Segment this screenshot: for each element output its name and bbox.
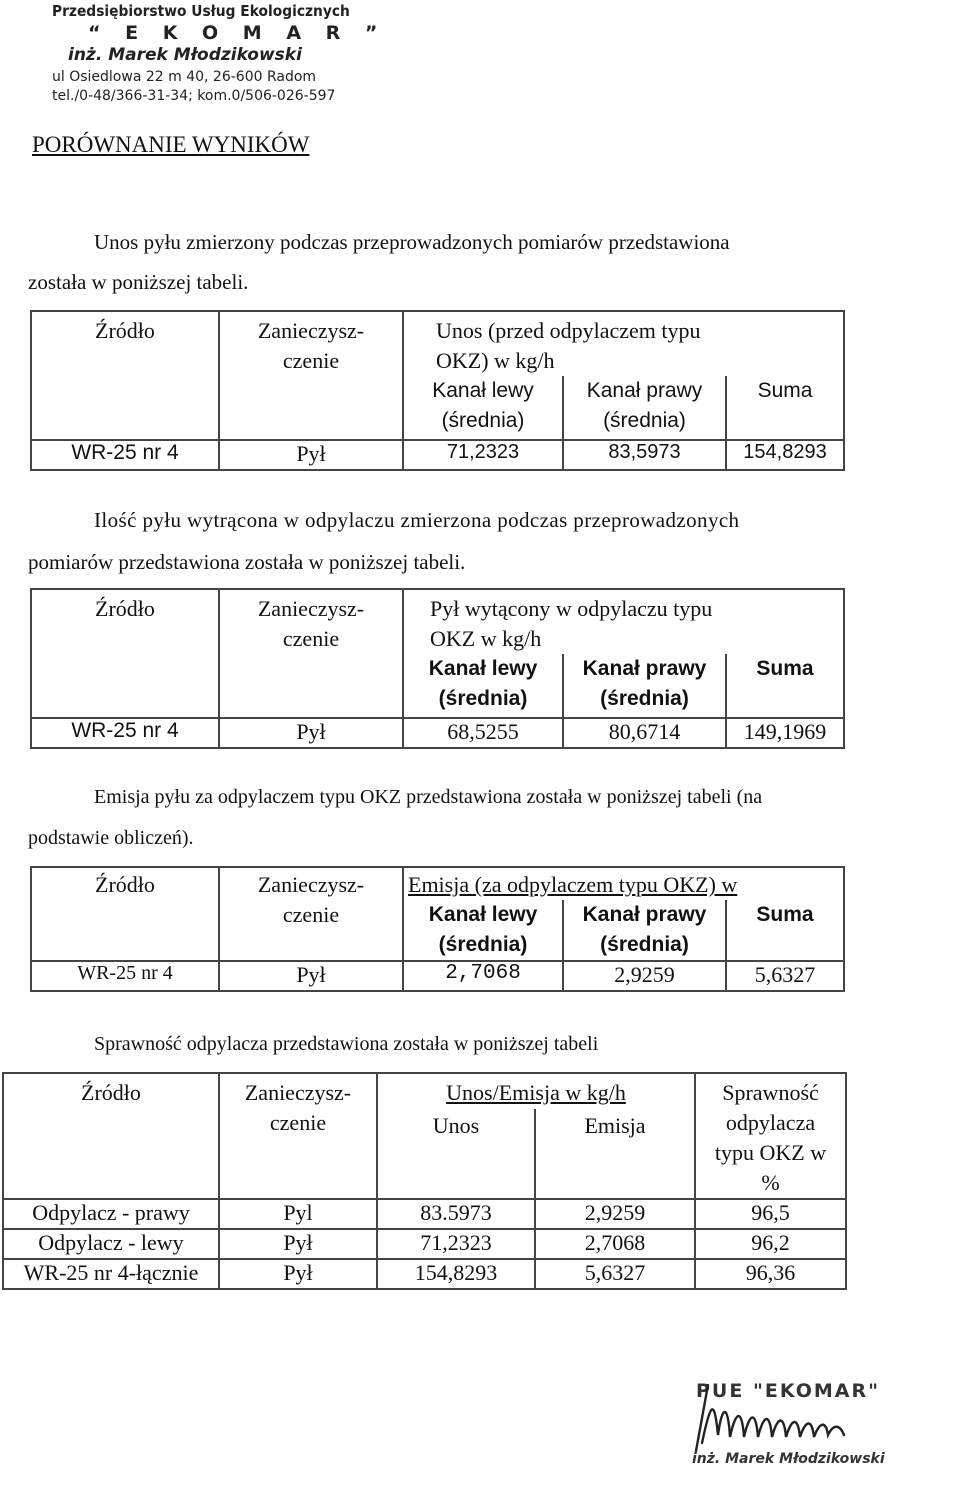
row-pollutant: Pył — [219, 440, 403, 470]
header-source: Źródło — [3, 1073, 219, 1199]
stamp-line-company: Przedsiębiorstwo Usług Ekologicznych — [52, 2, 350, 20]
row-source: Odpylacz - prawy — [3, 1199, 219, 1229]
row-left: 71,2323 — [403, 440, 563, 470]
header-sum: Suma — [726, 376, 844, 440]
row-emisja: 2,7068 — [535, 1229, 695, 1259]
row-efficiency: 96,36 — [695, 1259, 846, 1289]
row-pollutant: Pył — [219, 718, 403, 748]
header-emisja: Emisja — [535, 1109, 695, 1199]
row-left: 68,5255 — [403, 718, 563, 748]
row-unos: 83.5973 — [377, 1199, 535, 1229]
header-source: Źródło — [31, 311, 219, 440]
header-group: Unos/Emisja w kg/h — [377, 1073, 695, 1109]
row-pollutant: Pyl — [219, 1199, 377, 1229]
row-efficiency: 96,5 — [695, 1199, 846, 1229]
row-source: WR-25 nr 4 — [31, 961, 219, 991]
header-right-channel: Kanał prawy (średnia) — [563, 376, 726, 440]
header-left-channel: Kanał lewy (średnia) — [403, 376, 563, 440]
section3-intro-line1: Emisja pyłu za odpylaczem typu OKZ przedstawiona została w poniższej tabeli (na — [94, 786, 763, 808]
row-right: 80,6714 — [563, 718, 726, 748]
section3-intro-line2: podstawie obliczeń). — [28, 827, 194, 849]
header-right-channel: Kanał prawy (średnia) — [563, 654, 726, 718]
header-sum: Suma — [726, 654, 844, 718]
section4-intro-line1: Sprawność odpylacza przedstawiona została w poniższej tabeli — [94, 1033, 599, 1055]
signature-scrawl — [702, 1409, 844, 1443]
stamp-line-owner: inż. Marek Młodzikowski — [68, 45, 302, 65]
section2-intro-line1: Ilość pyłu wytrącona w odpylaczu zmierzona podczas przeprowadzonych — [94, 508, 740, 532]
header-sum: Suma — [726, 900, 844, 961]
signature-stamp-text: PUE "EKOMAR" — [696, 1380, 880, 1402]
row-emisja: 5,6327 — [535, 1259, 695, 1289]
header-pollutant: Zanieczysz-czenie — [219, 867, 403, 961]
row-left: 2,7068 — [403, 961, 563, 991]
header-group: Emisja (za odpylaczem typu OKZ) w — [403, 867, 844, 900]
row-pollutant: Pył — [219, 961, 403, 991]
header-group: Pył wytącony w odpylaczu typu OKZ w kg/h — [403, 589, 844, 654]
header-efficiency: Sprawność odpylacza typu OKZ w % — [695, 1073, 846, 1199]
row-source: WR-25 nr 4 — [31, 718, 219, 748]
row-pollutant: Pył — [219, 1259, 377, 1289]
header-left-channel: Kanał lewy (średnia) — [403, 654, 563, 718]
section1-intro-line1: Unos pyłu zmierzony podczas przeprowadzonych pomiarów przedstawiona — [94, 230, 730, 254]
row-pollutant: Pył — [219, 1229, 377, 1259]
row-efficiency: 96,2 — [695, 1229, 846, 1259]
page-title: PORÓWNANIE WYNIKÓW — [32, 132, 310, 157]
row-right: 2,9259 — [563, 961, 726, 991]
row-unos: 154,8293 — [377, 1259, 535, 1289]
stamp-line-brand: “ E K O M A R ” — [88, 22, 387, 44]
row-sum: 154,8293 — [726, 440, 844, 470]
signature-stamp — [688, 1365, 898, 1475]
header-left-channel: Kanał lewy (średnia) — [403, 900, 563, 961]
table-captured — [30, 588, 845, 749]
header-right-channel: Kanał prawy (średnia) — [563, 900, 726, 961]
row-source: WR-25 nr 4-łącznie — [3, 1259, 219, 1289]
table-row — [3, 1259, 846, 1289]
table-emission — [30, 866, 845, 992]
row-source: WR-25 nr 4 — [31, 440, 219, 470]
row-right: 83,5973 — [563, 440, 726, 470]
table-efficiency — [2, 1072, 847, 1290]
header-pollutant: Zanieczysz-czenie — [219, 311, 403, 440]
header-pollutant: Zanieczysz-czenie — [219, 1073, 377, 1199]
company-stamp — [52, 2, 387, 104]
table-row — [3, 1199, 846, 1229]
row-emisja: 2,9259 — [535, 1199, 695, 1229]
header-source: Źródło — [31, 867, 219, 961]
signature-name-text: inż. Marek Młodzikowski — [692, 1451, 885, 1467]
row-sum: 5,6327 — [726, 961, 844, 991]
header-group: Unos (przed odpylaczem typu OKZ) w kg/h — [403, 311, 844, 376]
stamp-line-address: ul Osiedlowa 22 m 40, 26-600 Radom — [52, 69, 317, 85]
row-unos: 71,2323 — [377, 1229, 535, 1259]
stamp-line-phone: tel./0-48/366-31-34; kom.0/506-026-597 — [52, 88, 336, 104]
header-source: Źródło — [31, 589, 219, 718]
row-sum: 149,1969 — [726, 718, 844, 748]
section1-intro-line2: została w poniższej tabeli. — [28, 270, 249, 294]
section2-intro-line2: pomiarów przedstawiona została w poniższej tabeli. — [28, 550, 466, 574]
row-source: Odpylacz - lewy — [3, 1229, 219, 1259]
header-unos: Unos — [377, 1109, 535, 1199]
header-pollutant: Zanieczysz-czenie — [219, 589, 403, 718]
table-row — [3, 1229, 846, 1259]
table-unos — [30, 310, 845, 471]
